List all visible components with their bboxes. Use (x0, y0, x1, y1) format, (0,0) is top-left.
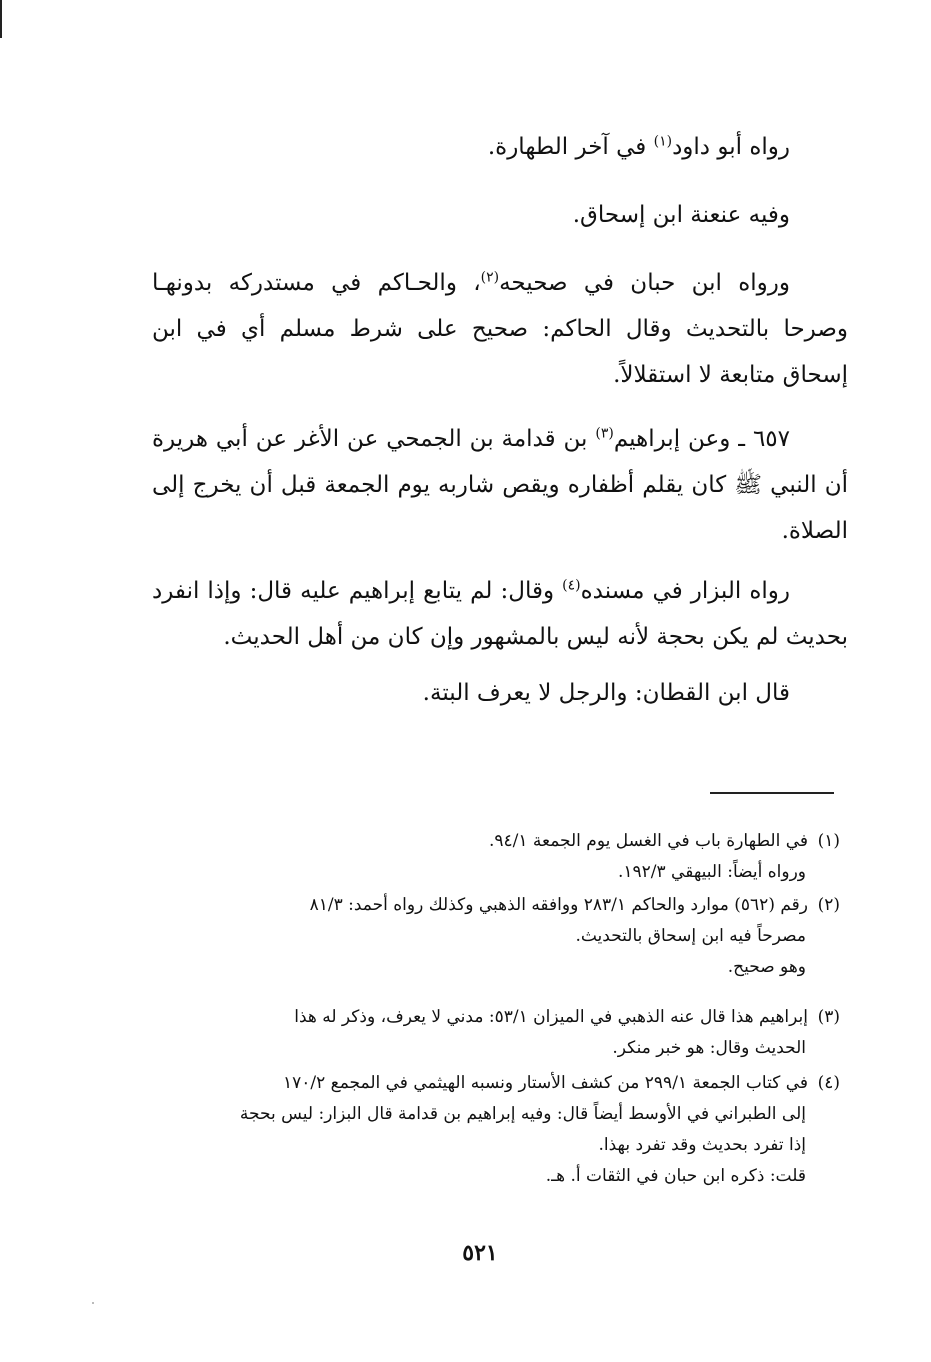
paragraph-6: قال ابن القطان: والرجل لا يعرف البتة. (422, 680, 790, 706)
footnote-4-line-3: إذا تفرد بحديث وقد تفرد بهذا. (598, 1135, 806, 1155)
footnote-4-number: (٤) (817, 1073, 840, 1093)
page-number: ٥٢١ (462, 1240, 498, 1266)
paragraph-5-text-b: وقال: لم يتابع إبراهيم عليه قال: وإذا انفرد بحديث لم يكن بحجة لأنه ليس بالمشهور وإن كان من أهل الحديث. (152, 578, 848, 650)
paragraph-2: وفيه عنعنة ابن إسحاق. (572, 202, 790, 228)
footnote-ref-2[interactable]: (٢) (480, 269, 500, 286)
footnote-4-line-4: قلت: ذكره ابن حبان في الثقات أ. هـ. (545, 1166, 806, 1186)
footnote-1-number: (١) (817, 831, 840, 851)
footnote-2-number: (٢) (817, 895, 840, 915)
footnote-1-line-1: في الطهارة باب في الغسل يوم الجمعة ٩٤/١. (488, 831, 808, 851)
footnote-ref-4[interactable]: (٤) (562, 577, 581, 594)
hadith-657-text-b: بن قدامة بن الجمحي عن الأغر عن أبي هريرة أن النبي ﷺ كان يقلم أظفاره ويقص شاربه يوم الجمعة قبل أن يخرج إلى الصلاة. (152, 426, 848, 544)
footnote-separator (710, 792, 834, 794)
footnote-3-number: (٣) (817, 1007, 840, 1027)
paragraph-3-text-a: ورواه ابن حبان في صحيحه (499, 270, 790, 296)
footnote-4-line-1: في كتاب الجمعة ٢٩٩/١ من كشف الأستار ونسبه الهيثمي في المجمع ١٧٠/٢ (282, 1073, 808, 1093)
paragraph-3-text-b: ، والحـاكم في مستدركه بدونهـا وصرحا بالتحديث وقال الحاكم: صحيح على شرط مسلم أي في ابن إسحاق متابعة لا استقلالاً. (152, 270, 848, 388)
footnote-2-line-2: مصرحاً فيه ابن إسحاق بالتحديث. (575, 926, 806, 946)
scan-edge-mark (0, 0, 2, 38)
footnote-2-line-3: وهو صحيح. (727, 957, 806, 977)
paragraph-1-tail: في آخر الطهارة. (487, 134, 654, 160)
footnote-3-line-2: الحديث وقال: هو خبر منكر. (612, 1038, 806, 1058)
footnote-3-line-1: إبراهيم هذا قال عنه الذهبي في الميزان ٥٣/١: مدني لا يعرف، وذكر له هذا (294, 1007, 808, 1027)
paragraph-5-text-a: رواه البزار في مسنده (580, 578, 790, 604)
footnote-2-line-1: رقم (٥٦٢) موارد والحاكم ٢٨٣/١ ووافقه الذهبي وكذلك رواه أحمد: ٨١/٣ (309, 895, 808, 915)
footnote-4-line-2: إلى الطبراني في الأوسط أيضاً قال: وفيه إبراهيم بن قدامة قال البزار: ليس بحجة (239, 1104, 806, 1124)
footnote-3 (146, 1002, 840, 1064)
footnote-4 (146, 1068, 840, 1192)
footnote-ref-1[interactable]: (١) (653, 133, 673, 150)
hadith-657-text-a: ٦٥٧ ـ وعن إبراهيم (613, 426, 790, 452)
footnote-1 (146, 826, 840, 888)
scan-speck (92, 1302, 94, 1304)
hadith-657 (152, 416, 848, 554)
paragraph-5 (152, 568, 848, 660)
paragraph-1-text: رواه أبو داود (672, 134, 790, 160)
paragraph-3 (152, 260, 848, 398)
footnote-1-line-2: ورواه أيضاً: البيهقي ١٩٢/٣. (617, 862, 806, 882)
paragraph-1 (152, 124, 848, 170)
footnote-ref-3[interactable]: (٣) (595, 425, 614, 442)
footnote-2 (146, 890, 840, 983)
